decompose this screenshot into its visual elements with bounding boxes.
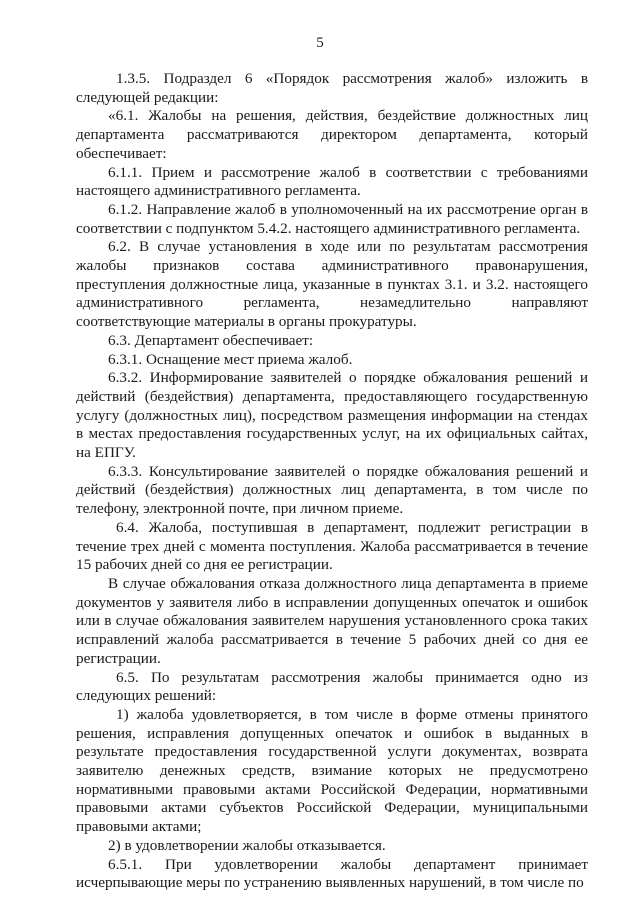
document-body <box>76 70 588 893</box>
paragraph-6-5-item-2: 2) в удовлетворении жалобы отказывается. <box>108 836 386 854</box>
paragraph-6-4-appeal: В случае обжалования отказа должностного лица департамента в приеме документов у заявителя либо в исправлении допущенных опечаток и ошибок или в случае обжалования заявителем нарушения установленного срока таких исправлений жалоба рассматривается в течение 5 рабочих дней со дня ее регистрации. <box>76 574 588 667</box>
paragraph-6-5-item-1: 1) жалоба удовлетворяется, в том числе в форме отмены принятого решения, исправления допущенных опечаток и ошибок в выданных в результате предоставления государственной услуги документах, возврата заявителю денежных средств, взимание которых не предусмотрено нормативными правовыми актами Российской Федерации, нормативными правовыми актами субъектов Российской Федерации, муниципальными правовыми актами; <box>76 705 588 836</box>
paragraph-6-3: 6.3. Департамент обеспечивает: <box>108 331 314 349</box>
paragraph-6-5-1: 6.5.1. При удовлетворении жалобы департамент принимает исчерпывающие меры по устранению выявленных нарушений, в том числе по <box>76 855 588 892</box>
paragraph-6-1-1: 6.1.1. Прием и рассмотрение жалоб в соответствии с требованиями настоящего административного регламента. <box>76 163 588 200</box>
page-number: 5 <box>316 35 324 51</box>
paragraph-6-3-3: 6.3.3. Консультирование заявителей о порядке обжалования решений и действий (бездействия) должностных лиц департамента, в том числе по телефону, электронной почте, при личном приеме. <box>76 462 588 518</box>
paragraph-6-4: 6.4. Жалоба, поступившая в департамент, подлежит регистрации в течение трех дней с момента поступления. Жалоба рассматривается в течение 15 рабочих дней со дня ее регистрации. <box>76 518 588 574</box>
paragraph-6-1: «6.1. Жалобы на решения, действия, бездействие должностных лиц департамента рассматриваются директором департамента, который обеспечивает: <box>76 107 588 162</box>
paragraph-6-3-1: 6.3.1. Оснащение мест приема жалоб. <box>108 350 353 368</box>
paragraph-1-3-5: 1.3.5. Подраздел 6 «Порядок рассмотрения жалоб» изложить в следующей редакции: <box>76 70 588 106</box>
paragraph-6-2: 6.2. В случае установления в ходе или по результатам рассмотрения жалобы признаков состава административного правонарушения, преступления должностные лица, указанные в пунктах 3.1. и 3.2. настоящего административного регламента, незамедлительно направляют соответствующие материалы в органы прокуратуры. <box>76 238 588 331</box>
paragraph-6-5: 6.5. По результатам рассмотрения жалобы принимается одно из следующих решений: <box>76 668 588 705</box>
paragraph-6-3-2: 6.3.2. Информирование заявителей о порядке обжалования решений и действий (бездействия) департамента, предоставляющего государственную услугу (должностных лиц), посредством размещения информации на стендах в местах предоставления государственных услуг, на их официальных сайтах, на ЕПГУ. <box>76 369 588 462</box>
paragraph-6-1-2: 6.1.2. Направление жалоб в уполномоченный на их рассмотрение орган в соответствии с подпунктом 5.4.2. настоящего административного регламента. <box>76 200 588 237</box>
